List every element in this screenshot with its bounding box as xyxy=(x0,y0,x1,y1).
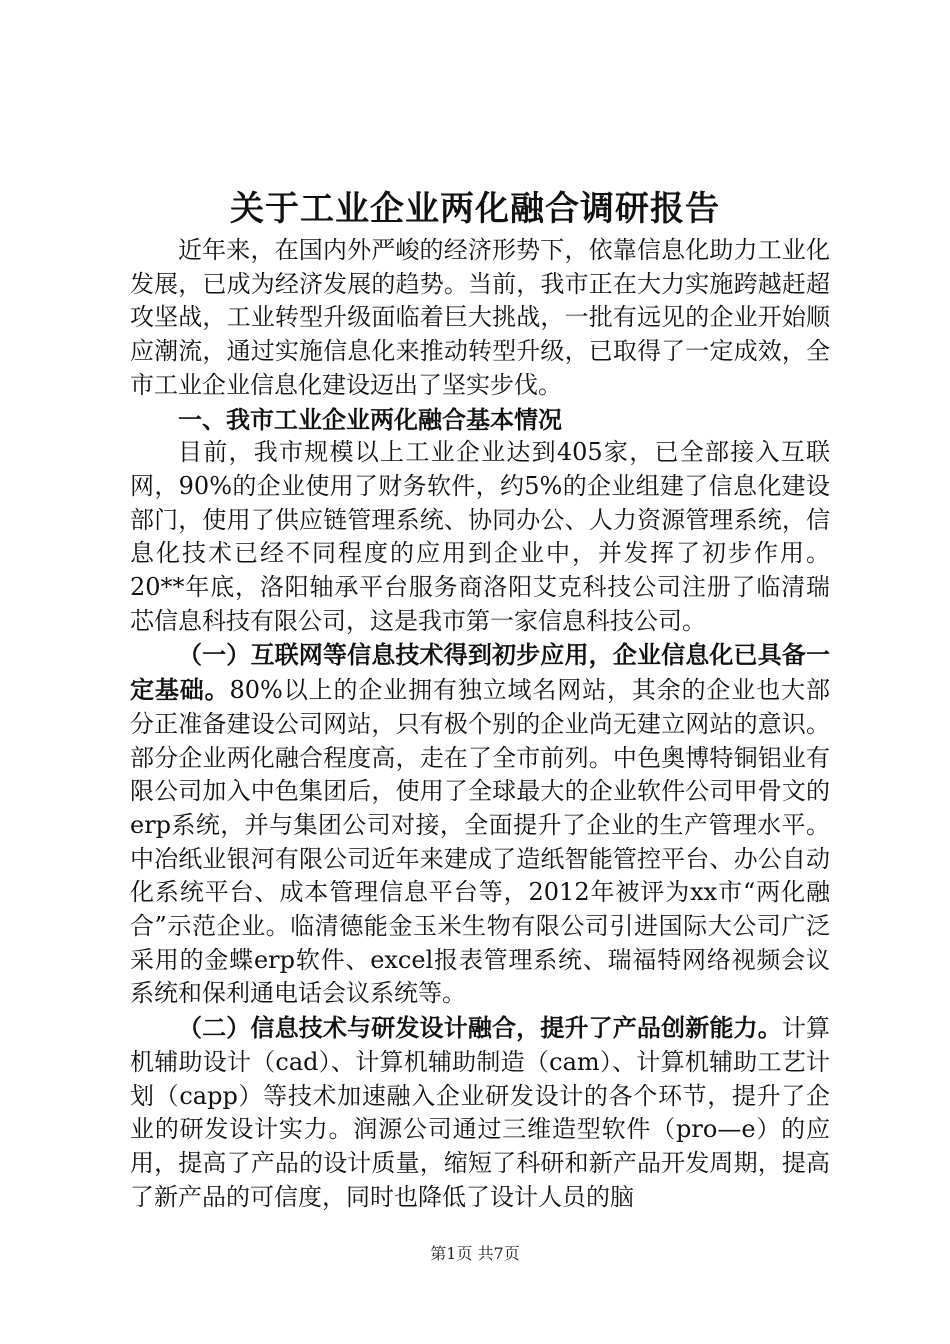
document-title: 关于工业企业两化融合调研报告 xyxy=(230,189,720,229)
subsection-two-paragraph xyxy=(130,1011,830,1214)
subsection-one-paragraph xyxy=(130,638,830,1011)
subsection-two-text: 计算机辅助设计（cad）、计算机辅助制造（cam）、计算机辅助工艺计划（capp）等技术加速融入企业研发设计的各个环节，提升了企业的研发设计实力。润源公司通过三维造型软件（pro—e）的应用，提高了产品的设计质量，缩短了科研和新产品开发周期，提高了新产品的可信度，同时也降低了设计人员的脑 xyxy=(130,1014,831,1211)
section-heading: 一、我市工业企业两化融合基本情况 xyxy=(178,404,562,434)
subsection-two-heading: （二）信息技术与研发设计融合，提升了产品创新能力。 xyxy=(178,1013,782,1043)
document-body xyxy=(130,234,830,1214)
subsection-one-heading: （一）互联网等信息技术得到初步应用，企业信息化已具备一定基础。 xyxy=(130,640,830,705)
overview-paragraph: 目前，我市规模以上工业企业达到405家，已全部接入互联网，90%的企业使用了财务软件，约5%的企业组建了信息化建设部门，使用了供应链管理系统、协同办公、人力资源管理系统，信息化技术已经不同程度的应用到企业中，并发挥了初步作用。20**年底，洛阳轴承平台服务商洛阳艾克科技公司注册了临清瑞芯信息科技有限公司，这是我市第一家信息科技公司。 xyxy=(130,438,830,635)
subsection-one-text: 80%以上的企业拥有独立域名网站，其余的企业也大部分正准备建设公司网站，只有极个别的企业尚无建立网站的意识。部分企业两化融合程度高，走在了全市前列。中色奥博特铜铝业有限公司加入中色集团后，使用了全球最大的企业软件公司甲骨文的erp系统，并与集团公司对接，全面提升了企业的生产管理水平。中冶纸业银河有限公司近年来建成了造纸智能管控平台、办公自动化系统平台、成本管理信息平台等，2012年被评为xx市“两化融合”示范企业。临清德能金玉米生物有限公司引进国际大公司广泛采用的金蝶erp软件、excel报表管理系统、瑞福特网络视频会议系统和保利通电话会议系统等。 xyxy=(130,676,831,1008)
page-footer: 第1页 共7页 xyxy=(430,1244,520,1263)
intro-paragraph: 近年来，在国内外严峻的经济形势下，依靠信息化助力工业化发展，已成为经济发展的趋势。当前，我市正在大力实施跨越赶超攻坚战，工业转型升级面临着巨大挑战，一批有远见的企业开始顺应潮流，通过实施信息化来推动转型升级，已取得了一定成效，全市工业企业信息化建设迈出了坚实步伐。 xyxy=(130,236,830,399)
